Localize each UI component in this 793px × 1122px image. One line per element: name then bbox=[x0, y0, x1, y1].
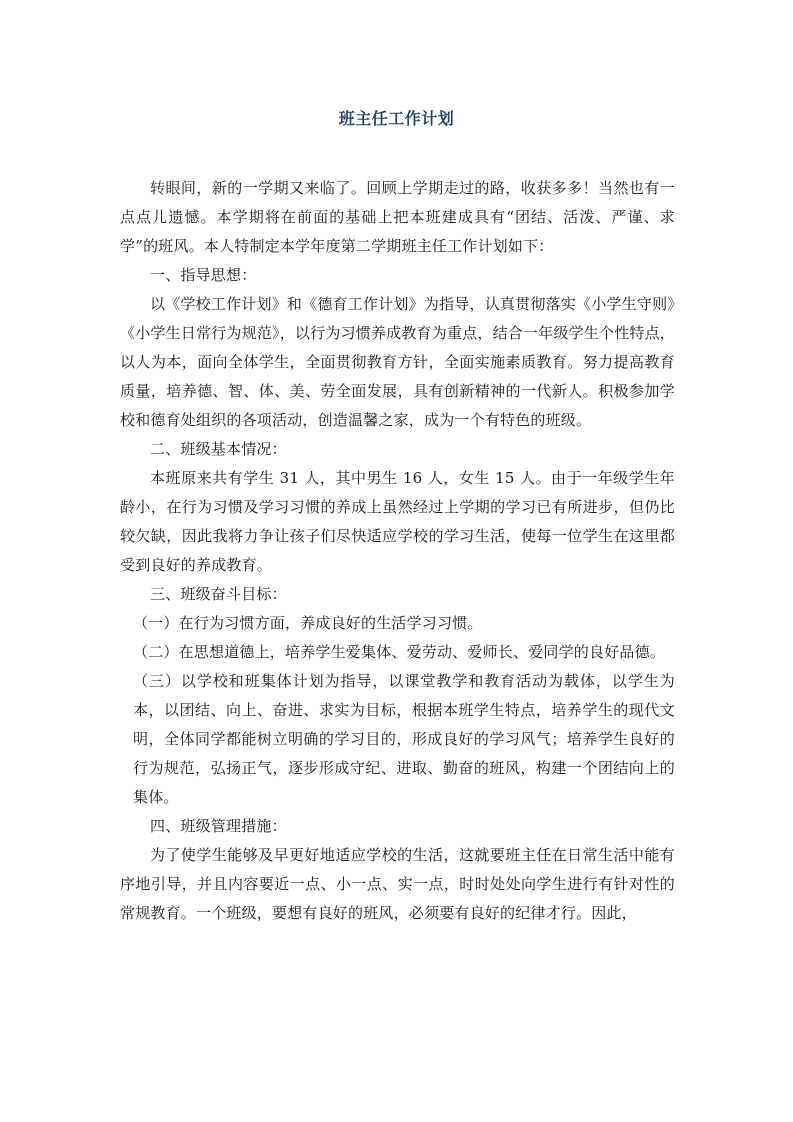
section-heading-class-goals: 三、班级奋斗目标： bbox=[150, 585, 287, 603]
goal-item-1: （一）在行为习惯方面，养成良好的生活学习习惯。 bbox=[133, 614, 483, 632]
goal-item-3: （三）以学校和班集体计划为指导，以课堂教学和教育活动为载体，以学生为本，以团结、向上、奋进、求实为目标，根据本班学生特点，培养学生的现代文明，全体同学都能树立明确的学习目的，形成良好的学习风气；培养学生良好的行为规范，弘扬正气，逐步形成守纪、进取、勤奋的班风，构建一个团结向上的集体。 bbox=[133, 672, 675, 806]
paragraph-guiding-thought: 以《学校工作计划》和《德育工作计划》为指导，认真贯彻落实《小学生守则》《小学生日常行为规范》，以行为习惯养成教育为重点，结合一年级学生个性特点，以人为本，面向全体学生，全面贯彻教育方针，全面实施素质教育。努力提高教育质量，培养德、智、体、美、劳全面发展，具有创新精神的一代新人。积极参加学校和德育处组织的各项活动，创造温馨之家，成为一个有特色的班级。 bbox=[120, 295, 675, 429]
section-heading-management-measures: 四、班级管理措施： bbox=[150, 817, 287, 835]
document-body bbox=[120, 174, 675, 928]
goal-item-2: （二）在思想道德上，培养学生爱集体、爱劳动、爱师长、爱同学的良好品德。 bbox=[133, 643, 666, 661]
section-heading-class-situation: 二、班级基本情况： bbox=[150, 440, 287, 458]
paragraph-intro: 转眼间，新的一学期又来临了。回顾上学期走过的路，收获多多！当然也有一点点儿遗憾。本学期将在前面的基础上把本班建成具有“团结、活泼、严谨、求学”的班风。本人特制定本学年度第二学期班主任工作计划如下： bbox=[120, 179, 675, 255]
document-title: 班主任工作计划 bbox=[338, 109, 455, 128]
paragraph-class-situation: 本班原来共有学生 31 人，其中男生 16 人，女生 15 人。由于一年级学生年龄小，在行为习惯及学习习惯的养成上虽然经过上学期的学习已有所进步，但仍比较欠缺，因此我将力争让孩子们尽快适应学校的学习生活，使每一位学生在这里都受到良好的养成教育。 bbox=[120, 469, 675, 574]
paragraph-management-measures: 为了使学生能够及早更好地适应学校的生活，这就要班主任在日常生活中能有序地引导，并且内容要近一点、小一点、实一点，时时处处向学生进行有针对性的常规教育。一个班级，要想有良好的班风，必须要有良好的纪律才行。因此， bbox=[120, 846, 675, 922]
section-heading-guiding-thought: 一、指导思想： bbox=[150, 266, 257, 284]
